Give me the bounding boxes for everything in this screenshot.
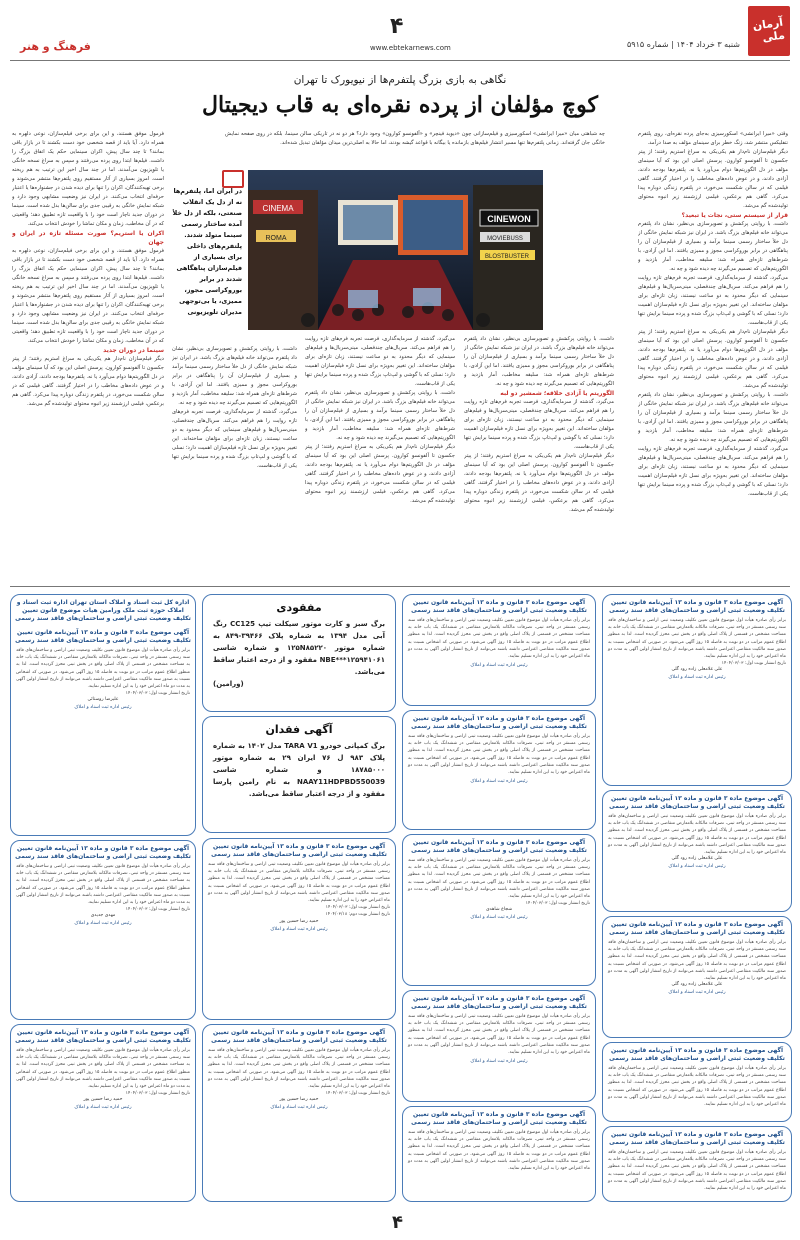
ad-title: آگهی موضوع ماده ۳ قانون و ماده ۱۳ آیین‌نامه قانون تعیین تکلیف وضعیت ثبتی اراضی و ساختمان‌های فاقد سند رسمی <box>609 1047 785 1062</box>
sign-blostbuster: BLOSTBUSTER <box>484 254 530 260</box>
ad-notice-2 <box>402 594 596 706</box>
ad-body: برابر رأی صادره هیأت اول موضوع قانون تعیین تکلیف وضعیت ثبتی اراضی و ساختمان‌های فاقد سند رسمی مستقر در واحد ثبتی، تصرفات مالکانه بلامعارض متقاضی در ششدانگ یک باب خانه به مساحت مشخص در قسمتی از پلاک اصلی واقع در بخش ثبتی محرز گردیده است. لذا به منظور اطلاع عموم مراتب در دو نوبت به فاصله ۱۵ روز آگهی می‌شود. در صورتی که اشخاص نسبت به صدور سند مالکیت متقاضی اعتراضی داشته باشند می‌توانند از تاریخ انتشار اولین آگهی به مدت دو ماه اعتراض خود را به این اداره تسلیم نمایند. <box>16 1048 190 1090</box>
ad-footer: رئیس اداره ثبت اسناد و املاک <box>668 675 726 681</box>
ad-date-1: تاریخ انتشار نوبت اول: ۱۴۰۴/۰۳/۰۳ <box>125 691 190 697</box>
col1-lead: وقتی «میرا ایرانشی» اسکورسیزی به‌جای پرده نقره‌ای، روی پلتفرم نتفلیکس منتشر شد، زنگ خطر برای سینمای مؤلف به صدا درآمد. <box>638 131 788 146</box>
col1-text-4: دیگر فیلم‌سازان نام‌دار هم یکی‌یکی به سراغ استریم رفتند؛ از پیتر جکسون تا آلفونسو کوارون. پرسش اصلی این بود که آیا سینمای مؤلف در دل الگوریتم‌ها دوام می‌آورد یا نه. پلتفرم‌ها بودجه دادند، آزادی دادند، و در عوض داده‌های مخاطب را در اختیار گرفتند. گاهی فیلمی که در سالن شکست می‌خورد، در پلتفرم زندگی دوباره پیدا می‌کرد. گاهی هم برعکس، فیلمی ارزشمند زیر انبوه محتوای تولیدشده گم می‌شد. <box>638 329 788 389</box>
ad-body: برابر رأی صادره هیأت اول موضوع قانون تعیین تکلیف وضعیت ثبتی اراضی و ساختمان‌های فاقد سند رسمی مستقر در واحد ثبتی، تصرفات مالکانه بلامعارض متقاضی در ششدانگ یک باب خانه به مساحت مشخص در قسمتی از پلاک اصلی واقع در بخش ثبتی محرز گردیده است. لذا به منظور اطلاع عموم مراتب در دو نوبت به فاصله ۱۵ روز آگهی می‌شود. در صورتی که اشخاص نسبت به صدور سند مالکیت متقاضی اعتراضی داشته باشند می‌توانند از تاریخ انتشار اولین آگهی به مدت دو ماه اعتراض خود را به این اداره تسلیم نمایند. <box>608 940 786 982</box>
sign-cinewon: CINEWON <box>487 214 531 224</box>
ad-date-1: تاریخ انتشار نوبت اول: ۱۴۰۴/۰۳/۰۳ <box>525 901 590 907</box>
ad-signer: شجاع شاهدی <box>485 907 513 913</box>
ad-footer: رئیس اداره ثبت اسناد و املاک <box>470 663 528 669</box>
ad-title: آگهی موضوع ماده ۳ قانون و ماده ۱۳ آیین‌نامه قانون تعیین تکلیف وضعیت ثبتی اراضی و ساختمان‌های فاقد سند رسمی <box>609 599 785 614</box>
ad-notice-8 <box>602 916 792 1038</box>
ad-footer: رئیس اداره ثبت اسناد و املاک <box>470 915 528 921</box>
subhead-2: الگوریتم یا آزادی خلاقه؛ شمشیر دو لبه <box>500 390 614 397</box>
ad-date-1: تاریخ انتشار نوبت اول: ۱۴۰۴/۰۳/۰۳ <box>325 905 390 911</box>
cinema-illustration <box>248 170 543 330</box>
ad-title: آگهی موضوع ماده ۳ قانون و ماده ۱۳ آیین‌نامه قانون تعیین تکلیف وضعیت ثبتی اراضی و ساختمان‌های فاقد سند رسمی <box>211 1029 387 1044</box>
sign-roma: ROMA <box>265 235 287 242</box>
ad-footer: رئیس اداره ثبت اسناد و املاک <box>74 705 132 711</box>
newspaper-logo <box>748 6 790 56</box>
ad-lost-2 <box>202 716 396 833</box>
ad-body: برابر رأی صادره هیأت اول موضوع قانون تعیین تکلیف وضعیت ثبتی اراضی و ساختمان‌های فاقد سند رسمی مستقر در واحد ثبتی، تصرفات مالکانه بلامعارض متقاضی در ششدانگ یک باب خانه به مساحت مشخص در قسمتی از پلاک اصلی واقع در بخش ثبتی محرز گردیده است. لذا به منظور اطلاع عموم مراتب در دو نوبت به فاصله ۱۵ روز آگهی می‌شود. در صورتی که اشخاص نسبت به صدور سند مالکیت متقاضی اعتراضی داشته باشند می‌توانند از تاریخ انتشار اولین آگهی به مدت دو ماه اعتراض خود را به این اداره تسلیم نمایند. <box>608 1150 786 1192</box>
ad-title: آگهی موضوع ماده ۳ قانون و ماده ۱۳ آیین‌نامه قانون تعیین تکلیف وضعیت ثبتی اراضی و ساختمان‌های فاقد سند رسمی <box>411 599 587 614</box>
issue-date: شنبه ۳ خرداد ۱۴۰۴ | شماره ۵۹۱۵ <box>627 40 740 49</box>
page-number: ۴ <box>390 14 404 39</box>
ad-signer: علی غلامعلی زاده رود گلی <box>671 667 723 673</box>
ad-body: برابر رأی صادره هیأت اول موضوع قانون تعیین تکلیف وضعیت ثبتی اراضی و ساختمان‌های فاقد سند رسمی مستقر در واحد ثبتی، تصرفات مالکانه بلامعارض متقاضی در ششدانگ یک باب خانه به مساحت مشخص در قسمتی از پلاک اصلی واقع در بخش ثبتی محرز گردیده است. لذا به منظور اطلاع عموم مراتب در دو نوبت به فاصله ۱۵ روز آگهی می‌شود. در صورتی که اشخاص نسبت به صدور سند مالکیت متقاضی اعتراضی داشته باشند می‌توانند از تاریخ انتشار اولین آگهی به مدت دو ماه اعتراض خود را به این اداره تسلیم نمایند. <box>408 618 590 660</box>
ad-title: آگهی موضوع ماده ۳ قانون و ماده ۱۳ آیین‌نامه قانون تعیین تکلیف وضعیت ثبتی اراضی و ساختمان‌های فاقد سند رسمی <box>609 795 785 810</box>
section-name: فرهنگ و هنر <box>20 40 91 53</box>
ad-notice-12 <box>602 1042 792 1122</box>
site-url: www.ebtekarnews.com <box>370 44 451 52</box>
ad-body: برابر رأی صادره هیأت اول موضوع قانون تعیین تکلیف وضعیت ثبتی اراضی و ساختمان‌های فاقد سند رسمی مستقر در واحد ثبتی، تصرفات مالکانه بلامعارض متقاضی در ششدانگ یک باب خانه به مساحت مشخص در قسمتی از پلاک اصلی واقع در بخش ثبتی محرز گردیده است. لذا به منظور اطلاع عموم مراتب در دو نوبت به فاصله ۱۵ روز آگهی می‌شود. در صورتی که اشخاص نسبت به صدور سند مالکیت متقاضی اعتراضی داشته باشند می‌توانند از تاریخ انتشار اولین آگهی به مدت دو ماه اعتراض خود را به این اداره تسلیم نمایند. <box>208 1048 390 1090</box>
ad-body: برابر رأی صادره هیأت اول موضوع قانون تعیین تکلیف وضعیت ثبتی اراضی و ساختمان‌های فاقد سند رسمی مستقر در واحد ثبتی، تصرفات مالکانه بلامعارض متقاضی در ششدانگ یک باب خانه به مساحت مشخص در قسمتی از پلاک اصلی واقع در بخش ثبتی محرز گردیده است. لذا به منظور اطلاع عموم مراتب در دو نوبت به فاصله ۱۵ روز آگهی می‌شود. در صورتی که اشخاص نسبت به صدور سند مالکیت متقاضی اعتراضی داشته باشند می‌توانند از تاریخ انتشار اولین آگهی به مدت دو ماه اعتراض خود را به این اداره تسلیم نمایند. <box>408 1014 590 1056</box>
ad-footer: رئیس اداره ثبت اسناد و املاک <box>74 921 132 927</box>
col3-text-2: داشت، با روایتی پرکشش و تصویرسازی بی‌نظیر، نشان داد پلتفرم می‌تواند خانه فیلم‌های بزرگ باشد. در ایران نیز شبکه نمایش خانگی از دل خلأ ساختار رسمی سینما برآمد و بسیاری از فیلم‌سازان آن را پناهگاهی در برابر بوروکراسی مجوز و ممیزی یافتند. اما این آزادی، با شرط‌های تازه‌ای همراه شد: سلیقه مخاطب، آمار بازدید و الگوریتم‌هایی که تصمیم می‌گیرند چه دیده شود و چه نه. <box>305 390 455 441</box>
col5-text-3: دیگر فیلم‌سازان نام‌دار هم یکی‌یکی به سراغ استریم رفتند؛ از پیتر جکسون تا آلفونسو کوارون. پرسش اصلی این بود که آیا سینمای مؤلف در دل الگوریتم‌ها دوام می‌آورد یا نه. پلتفرم‌ها بودجه دادند، آزادی دادند، و در عوض داده‌های مخاطب را در اختیار گرفتند. گاهی فیلمی که در سالن شکست می‌خورد، در پلتفرم زندگی دوباره پیدا می‌کرد. گاهی هم برعکس، فیلمی ارزشمند زیر انبوه محتوای تولیدشده گم می‌شد. <box>12 356 164 407</box>
ad-notice-5 <box>402 834 596 986</box>
ad-signer: حمید رضا حسین پور <box>83 1097 123 1103</box>
ad-lost-1 <box>202 594 396 712</box>
ad-footer: رئیس اداره ثبت اسناد و املاک <box>470 1059 528 1065</box>
ad-title: آگهی موضوع ماده ۳ قانون و ماده ۱۳ آیین‌نامه قانون تعیین تکلیف وضعیت ثبتی اراضی و ساختمان‌های فاقد سند رسمی <box>609 1131 785 1146</box>
sign-cinema: CINEMA <box>262 204 294 213</box>
ad-notice-3 <box>402 710 596 830</box>
ad-notice-11 <box>10 1024 196 1202</box>
col1-text-5: داشت، با روایتی پرکشش و تصویرسازی بی‌نظیر، نشان داد پلتفرم می‌تواند خانه فیلم‌های بزرگ باشد. در ایران نیز شبکه نمایش خانگی از دل خلأ ساختار رسمی سینما برآمد و بسیاری از فیلم‌سازان آن را پناهگاهی در برابر بوروکراسی مجوز و ممیزی یافتند. اما این آزادی، با شرط‌های تازه‌ای همراه شد: سلیقه مخاطب، آمار بازدید و الگوریتم‌هایی که تصمیم می‌گیرند چه دیده شود و چه نه. <box>638 392 788 443</box>
ad-footer: رئیس اداره ثبت اسناد و املاک <box>470 779 528 785</box>
ad-body: برابر رأی صادره هیأت اول موضوع قانون تعیین تکلیف وضعیت ثبتی اراضی و ساختمان‌های فاقد سند رسمی مستقر در واحد ثبتی، تصرفات مالکانه بلامعارض متقاضی در ششدانگ یک باب خانه به مساحت مشخص در قسمتی از پلاک اصلی واقع در بخش ثبتی محرز گردیده است. لذا به منظور اطلاع عموم مراتب در دو نوبت به فاصله ۱۵ روز آگهی می‌شود. در صورتی که اشخاص نسبت به صدور سند مالکیت متقاضی اعتراضی داشته باشند می‌توانند از تاریخ انتشار اولین آگهی به مدت دو ماه اعتراض خود را به این اداره تسلیم نمایند. <box>408 734 590 776</box>
ad-signer: حمید رضا حسین پور <box>279 1097 319 1103</box>
col5-text: فرمول موفق هستند، و این برای برخی فیلم‌سازان، نوعی دلهره به همراه دارد. آیا باید از قصه شخصی خود دست بکشند تا در بازار باقی بمانند؟ تا چند سال پیش، اکران سینمایی حکم یک اتفاق بزرگ را داشت. فیلم‌ها ابتدا روی پرده می‌رفتند و سپس به سراغ نسخه خانگی یا تلویزیون می‌آمدند. اما در چند سال اخیر این ترتیب به هم ریخته است. امروز بسیاری از آثار مستقیم روی پلتفرم‌ها منتشر می‌شوند و برخی تهیه‌کنندگان، اکران را تنها برای دیده شدن در جشنواره‌ها یا اعتبار حرفه‌ای انتخاب می‌کنند. در ایران نیز وضعیت مشابهی وجود دارد و شبکه نمایش خانگی به رقیبی جدی برای سالن‌ها بدل شده است. سینما در دوران جدید ناچار است خود را با واقعیت تازه تطبیق دهد؛ واقعیتی که در آن مخاطب، زمان و مکان تماشا را خودش انتخاب می‌کند. <box>12 131 164 227</box>
ad-body: برابر رأی صادره هیأت اول موضوع قانون تعیین تکلیف وضعیت ثبتی اراضی و ساختمان‌های فاقد سند رسمی مستقر در واحد ثبتی، تصرفات مالکانه بلامعارض متقاضی در ششدانگ یک باب خانه به مساحت مشخص در قسمتی از پلاک اصلی واقع در بخش ثبتی محرز گردیده است. لذا به منظور اطلاع عموم مراتب در دو نوبت به فاصله ۱۵ روز آگهی می‌شود. در صورتی که اشخاص نسبت به صدور سند مالکیت متقاضی اعتراضی داشته باشند می‌توانند از تاریخ انتشار اولین آگهی به مدت دو ماه اعتراض خود را به این اداره تسلیم نمایند. <box>16 864 190 906</box>
ad-title: آگهی موضوع ماده ۳ قانون و ماده ۱۳ آیین‌نامه قانون تعیین تکلیف وضعیت ثبتی اراضی و ساختمان‌های فاقد سند رسمی <box>411 1111 587 1126</box>
ad-office <box>10 594 196 836</box>
col1-text: دیگر فیلم‌سازان نام‌دار هم یکی‌یکی به سراغ استریم رفتند؛ از پیتر جکسون تا آلفونسو کوارون. پرسش اصلی این بود که آیا سینمای مؤلف در دل الگوریتم‌ها دوام می‌آورد یا نه. پلتفرم‌ها بودجه دادند، آزادی دادند، و در عوض داده‌های مخاطب را در اختیار گرفتند. گاهی فیلمی که در سالن شکست می‌خورد، در پلتفرم زندگی دوباره پیدا می‌کرد. گاهی هم برعکس، فیلمی ارزشمند زیر انبوه محتوای تولیدشده گم می‌شد. <box>638 149 788 209</box>
lost-title: مفقودی <box>276 601 322 614</box>
ad-body: برابر رأی صادره هیأت اول موضوع قانون تعیین تکلیف وضعیت ثبتی اراضی و ساختمان‌های فاقد سند رسمی مستقر در واحد ثبتی، تصرفات مالکانه بلامعارض متقاضی در ششدانگ یک باب خانه به مساحت مشخص در قسمتی از پلاک اصلی واقع در بخش ثبتی محرز گردیده است. لذا به منظور اطلاع عموم مراتب در دو نوبت به فاصله ۱۵ روز آگهی می‌شود. در صورتی که اشخاص نسبت به صدور سند مالکیت متقاضی اعتراضی داشته باشند می‌توانند از تاریخ انتشار اولین آگهی به مدت دو ماه اعتراض خود را به این اداره تسلیم نمایند. <box>408 858 590 900</box>
ad-title: آگهی موضوع ماده ۳ قانون و ماده ۱۳ آیین‌نامه قانون تعیین تکلیف وضعیت ثبتی اراضی و ساختمان‌های فاقد سند رسمی <box>15 845 191 860</box>
ad-date-2: تاریخ انتشار نوبت دوم: ۱۴۰۴/۰۳/۱۸ <box>325 912 390 918</box>
ad-body: برابر رأی صادره هیأت اول موضوع قانون تعیین تکلیف وضعیت ثبتی اراضی و ساختمان‌های فاقد سند رسمی مستقر در واحد ثبتی، تصرفات مالکانه بلامعارض متقاضی در ششدانگ یک باب خانه به مساحت مشخص در قسمتی از پلاک اصلی واقع در بخش ثبتی محرز گردیده است. لذا به منظور اطلاع عموم مراتب در دو نوبت به فاصله ۱۵ روز آگهی می‌شود. در صورتی که اشخاص نسبت به صدور سند مالکیت متقاضی اعتراضی داشته باشند می‌توانند از تاریخ انتشار اولین آگهی به مدت دو ماه اعتراض خود را به این اداره تسلیم نمایند. <box>208 862 390 904</box>
ad-footer: رئیس اداره ثبت اسناد و املاک <box>74 1105 132 1111</box>
ad-title: آگهی موضوع ماده ۳ قانون و ماده ۱۳ آیین‌نامه قانون تعیین تکلیف وضعیت ثبتی اراضی و ساختمان‌های فاقد سند رسمی <box>411 839 587 854</box>
subhead-4: سینما در دوران جدید <box>103 347 164 354</box>
ad-footer: رئیس اداره ثبت اسناد و املاک <box>270 926 328 932</box>
article-column-3 <box>305 335 455 580</box>
ad-notice-9 <box>402 990 596 1102</box>
ad-signer: علیرضا روستائی <box>87 697 119 703</box>
office-title: اداره کل ثبت اسناد و املاک استان تهران اداره ثبت اسناد و املاک حوزه ثبت ملک ورامین هیات موضوع قانون تعیین تکلیف وضعیت ثبتی اراضی و ساختمان‌های فاقد سند رسمی <box>15 599 191 622</box>
sign-moviebuss: MOVIEBUSS <box>487 236 523 242</box>
article-photo <box>248 170 543 330</box>
article-headline: کوچ مؤلفان از پرده نقره‌ای به قاب دیجیتال <box>202 92 598 118</box>
ad-signer: علی غلامعلی زاده رود گلی <box>671 982 723 988</box>
article-column-2 <box>464 335 614 580</box>
col4-text: داشت، با روایتی پرکشش و تصویرسازی بی‌نظیر، نشان داد پلتفرم می‌تواند خانه فیلم‌های بزرگ باشد. در ایران نیز شبکه نمایش خانگی از دل خلأ ساختار رسمی سینما برآمد و بسیاری از فیلم‌سازان آن را پناهگاهی در برابر بوروکراسی مجوز و ممیزی یافتند. اما این آزادی، با شرط‌های تازه‌ای همراه شد: سلیقه مخاطب، آمار بازدید و الگوریتم‌هایی که تصمیم می‌گیرند چه دیده شود و چه نه. <box>172 346 297 406</box>
ad-body: برابر رأی صادره هیأت اول موضوع قانون تعیین تکلیف وضعیت ثبتی اراضی و ساختمان‌های فاقد سند رسمی مستقر در واحد ثبتی، تصرفات مالکانه بلامعارض متقاضی در ششدانگ یک باب خانه به مساحت مشخص در قسمتی از پلاک اصلی واقع در بخش ثبتی محرز گردیده است. لذا به منظور اطلاع عموم مراتب در دو نوبت به فاصله ۱۵ روز آگهی می‌شود. در صورتی که اشخاص نسبت به صدور سند مالکیت متقاضی اعتراضی داشته باشند می‌توانند از تاریخ انتشار اولین آگهی به مدت دو ماه اعتراض خود را به این اداره تسلیم نمایند. <box>608 618 786 660</box>
article-kicker: نگاهی به بازی بزرگ پلتفرم‌ها از نیویورک تا تهران <box>293 74 507 86</box>
col2-text-3: دیگر فیلم‌سازان نام‌دار هم یکی‌یکی به سراغ استریم رفتند؛ از پیتر جکسون تا آلفونسو کوارون. پرسش اصلی این بود که آیا سینمای مؤلف در دل الگوریتم‌ها دوام می‌آورد یا نه. پلتفرم‌ها بودجه دادند، آزادی دادند، و در عوض داده‌های مخاطب را در اختیار گرفتند. گاهی فیلمی که در سالن شکست می‌خورد، در پلتفرم زندگی دوباره پیدا می‌کرد. گاهی هم برعکس، فیلمی ارزشمند زیر انبوه محتوای تولیدشده گم می‌شد. <box>464 453 614 513</box>
ad-body: برابر رأی صادره هیأت اول موضوع قانون تعیین تکلیف وضعیت ثبتی اراضی و ساختمان‌های فاقد سند رسمی مستقر در واحد ثبتی، تصرفات مالکانه بلامعارض متقاضی در ششدانگ یک باب خانه به مساحت مشخص در قسمتی از پلاک اصلی واقع در بخش ثبتی محرز گردیده است. لذا به منظور اطلاع عموم مراتب در دو نوبت به فاصله ۱۵ روز آگهی می‌شود. در صورتی که اشخاص نسبت به صدور سند مالکیت متقاضی اعتراضی داشته باشند می‌توانند از تاریخ انتشار اولین آگهی به مدت دو ماه اعتراض خود را به این اداره تسلیم نمایند. <box>16 648 190 690</box>
lost-city: (ورامین) <box>213 680 244 688</box>
lost-body: برگ کمپانی خودرو TARA V1 مدل ۱۴۰۲ به شماره پلاک ۹۸۳ ل ۷۶ ایران ۲۹ به شماره موتور ۱۸۷۸۵۰۰۰ و شماره شاسی NAAY11HDPBD550039 به نام رامین پارسا مفقود و از درجه اعتبار ساقط می‌باشد. <box>213 742 386 798</box>
article-lead: چه شباهتی میان «میرا ایرانشی» اسکورسیزی و فیلم‌سازانی چون «دیوید فینچر» و «آلفونسو کوارون» وجود دارد؟ هر دو نه در تاریکی سالن سینما، بلکه در روی صفحه نمایش خانگی جان گرفته‌اند. زمانی پلتفرم‌ها تنها مسیر انتشار فیلم‌های بازمانده یا بیگانه با قواعد گیشه بودند، اما حالا به اصلی‌ترین میدان مؤلفان تبدیل شده‌اند. <box>225 131 605 146</box>
logo-text: آرمان ملی <box>751 15 786 45</box>
col1-text-2: داشت، با روایتی پرکشش و تصویرسازی بی‌نظیر، نشان داد پلتفرم می‌تواند خانه فیلم‌های بزرگ باشد. در ایران نیز شبکه نمایش خانگی از دل خلأ ساختار رسمی سینما برآمد و بسیاری از فیلم‌سازان آن را پناهگاهی در برابر بوروکراسی مجوز و ممیزی یافتند. اما این آزادی، با شرط‌های تازه‌ای همراه شد: سلیقه مخاطب، آمار بازدید و الگوریتم‌هایی که تصمیم می‌گیرند چه دیده شود و چه نه. <box>638 221 788 272</box>
ad-signer: حمید رضا حسین پور <box>279 918 319 924</box>
ad-notice-6 <box>202 838 396 1020</box>
lost-body: برگ سبز و کارت موتور سیکلت تیپ CC125 رنگ آبی مدل ۱۳۹۴ به شماره پلاک ۳۹۴۶۶-۸۴۹ به شماره موتور ۱۲۵N۸۵۲۲۰ و شماره شاسی NBE***۱۲۵۹۴۱۰۶۱ مفقود و از درجه اعتبار ساقط می‌باشد. <box>213 620 386 676</box>
lost-title: آگهی فقدان <box>265 723 333 736</box>
ad-title: آگهی موضوع ماده ۳ قانون و ماده ۱۳ آیین‌نامه قانون تعیین تکلیف وضعیت ثبتی اراضی و ساختمان‌های فاقد سند رسمی <box>211 843 387 858</box>
col1-text-3: می‌گیرد، گذشته از سرمایه‌گذاری، فرصت تجربه فرم‌های تازه روایت را هم فراهم می‌کند. سریال‌های چندفصلی، مینی‌سریال‌ها و فیلم‌های سینمایی که دیگر محدود به دو ساعت نیستند، زبان تازه‌ای برای مؤلفان ساخته‌اند. این تغییر به‌ویژه برای نسل تازه فیلم‌سازان اهمیت دارد؛ نسلی که با گوشی و لپ‌تاپ بزرگ شده و پرده سینما برایش تنها یکی از قاب‌هاست. <box>638 275 788 326</box>
page-header <box>0 0 800 60</box>
ad-notice-13 <box>602 1126 792 1202</box>
ad-notice-14 <box>402 1106 596 1202</box>
subhead-3: اکران یا استریم؟ صورت مسئله تازه در ایران و جهان <box>12 230 164 246</box>
photo-caption: در ایران اما، پلتفرم‌ها نه از دل یک انقلاب صنعتی، بلکه از دل خلأ آمده ساختار رسمی سینما متولد شدند. پلتفرم‌های داخلی برای بسیاری از فیلم‌سازان پناهگاهی شدند در برابر بوروکراسی مجوز، ممیزی، یا بی‌توجهی مدیران تلویزیونی <box>172 187 242 316</box>
bottom-page-number: ۴ <box>392 1212 403 1233</box>
ad-signer: مهدی جدیدی <box>90 913 116 919</box>
col4-text-2: می‌گیرد، گذشته از سرمایه‌گذاری، فرصت تجربه فرم‌های تازه روایت را هم فراهم می‌کند. سریال‌های چندفصلی، مینی‌سریال‌ها و فیلم‌های سینمایی که دیگر محدود به دو ساعت نیستند، زبان تازه‌ای برای مؤلفان ساخته‌اند. این تغییر به‌ویژه برای نسل تازه فیلم‌سازان اهمیت دارد؛ نسلی که با گوشی و لپ‌تاپ بزرگ شده و پرده سینما برایش تنها یکی از قاب‌هاست. <box>172 409 297 469</box>
ad-date-1: تاریخ انتشار نوبت اول: ۱۴۰۴/۰۳/۰۳ <box>125 907 190 913</box>
ad-footer: رئیس اداره ثبت اسناد و املاک <box>668 864 726 870</box>
ad-date-1: تاریخ انتشار نوبت اول: ۱۴۰۴/۰۳/۰۳ <box>721 661 786 667</box>
ad-footer: رئیس اداره ثبت اسناد و املاک <box>668 990 726 996</box>
ad-title: آگهی موضوع ماده ۳ قانون و ماده ۱۳ آیین‌نامه قانون تعیین تکلیف وضعیت ثبتی اراضی و ساختمان‌های فاقد سند رسمی <box>609 921 785 936</box>
article-column-4 <box>172 345 297 580</box>
ad-footer: رئیس اداره ثبت اسناد و املاک <box>270 1105 328 1111</box>
ad-body: برابر رأی صادره هیأت اول موضوع قانون تعیین تکلیف وضعیت ثبتی اراضی و ساختمان‌های فاقد سند رسمی مستقر در واحد ثبتی، تصرفات مالکانه بلامعارض متقاضی در ششدانگ یک باب خانه به مساحت مشخص در قسمتی از پلاک اصلی واقع در بخش ثبتی محرز گردیده است. لذا به منظور اطلاع عموم مراتب در دو نوبت به فاصله ۱۵ روز آگهی می‌شود. در صورتی که اشخاص نسبت به صدور سند مالکیت متقاضی اعتراضی داشته باشند می‌توانند از تاریخ انتشار اولین آگهی به مدت دو ماه اعتراض خود را به این اداره تسلیم نمایند. <box>608 1066 786 1108</box>
ad-date-1: تاریخ انتشار نوبت اول: ۱۴۰۴/۰۳/۰۳ <box>325 1091 390 1097</box>
ad-notice-4 <box>602 790 792 912</box>
col2-text: داشت، با روایتی پرکشش و تصویرسازی بی‌نظیر، نشان داد پلتفرم می‌تواند خانه فیلم‌های بزرگ باشد. در ایران نیز شبکه نمایش خانگی از دل خلأ ساختار رسمی سینما برآمد و بسیاری از فیلم‌سازان آن را پناهگاهی در برابر بوروکراسی مجوز و ممیزی یافتند. اما این آزادی، با شرط‌های تازه‌ای همراه شد: سلیقه مخاطب، آمار بازدید و الگوریتم‌هایی که تصمیم می‌گیرند چه دیده شود و چه نه. <box>464 336 614 387</box>
ad-title: آگهی موضوع ماده ۳ قانون و ماده ۱۳ آیین‌نامه قانون تعیین تکلیف وضعیت ثبتی اراضی و ساختمان‌های فاقد سند رسمی <box>411 995 587 1010</box>
col5-text-2: فرمول موفق هستند، و این برای برخی فیلم‌سازان، نوعی دلهره به همراه دارد. آیا باید از قصه شخصی خود دست بکشند تا در بازار باقی بمانند؟ تا چند سال پیش، اکران سینمایی حکم یک اتفاق بزرگ را داشت. فیلم‌ها ابتدا روی پرده می‌رفتند و سپس به سراغ نسخه خانگی یا تلویزیون می‌آمدند. اما در چند سال اخیر این ترتیب به هم ریخته است. امروز بسیاری از آثار مستقیم روی پلتفرم‌ها منتشر می‌شوند و برخی تهیه‌کنندگان، اکران را تنها برای دیده شدن در جشنواره‌ها یا اعتبار حرفه‌ای انتخاب می‌کنند. در ایران نیز وضعیت مشابهی وجود دارد و شبکه نمایش خانگی به رقیبی جدی برای سالن‌ها بدل شده است. سینما در دوران جدید ناچار است خود را با واقعیت تازه تطبیق دهد؛ واقعیتی که در آن مخاطب، زمان و مکان تماشا را خودش انتخاب می‌کند. <box>12 248 164 344</box>
header-divider <box>10 60 790 61</box>
ad-notice-1 <box>602 594 792 786</box>
ad-title: آگهی موضوع ماده ۳ قانون و ماده ۱۳ آیین‌نامه قانون تعیین تکلیف وضعیت ثبتی اراضی و ساختمان‌های فاقد سند رسمی <box>15 1029 191 1044</box>
col2-text-2: می‌گیرد، گذشته از سرمایه‌گذاری، فرصت تجربه فرم‌های تازه روایت را هم فراهم می‌کند. سریال‌های چندفصلی، مینی‌سریال‌ها و فیلم‌های سینمایی که دیگر محدود به دو ساعت نیستند، زبان تازه‌ای برای مؤلفان ساخته‌اند. این تغییر به‌ویژه برای نسل تازه فیلم‌سازان اهمیت دارد؛ نسلی که با گوشی و لپ‌تاپ بزرگ شده و پرده سینما برایش تنها یکی از قاب‌هاست. <box>464 399 614 450</box>
ad-notice-10 <box>202 1024 396 1202</box>
ad-title: آگهی موضوع ماده ۳ قانون و ماده ۱۳ آیین‌نامه قانون تعیین تکلیف وضعیت ثبتی اراضی و ساختمان‌های فاقد سند رسمی <box>411 715 587 730</box>
ad-signer: علی غلامعلی زاده رود گلی <box>671 856 723 862</box>
col3-text-3: دیگر فیلم‌سازان نام‌دار هم یکی‌یکی به سراغ استریم رفتند؛ از پیتر جکسون تا آلفونسو کوارون. پرسش اصلی این بود که آیا سینمای مؤلف در دل الگوریتم‌ها دوام می‌آورد یا نه. پلتفرم‌ها بودجه دادند، آزادی دادند، و در عوض داده‌های مخاطب را در اختیار گرفتند. گاهی فیلمی که در سالن شکست می‌خورد، در پلتفرم زندگی دوباره پیدا می‌کرد. گاهی هم برعکس، فیلمی ارزشمند زیر انبوه محتوای تولیدشده گم می‌شد. <box>305 444 455 504</box>
ad-notice-7 <box>10 840 196 1020</box>
article-column-5 <box>12 130 164 580</box>
ads-divider <box>10 586 790 587</box>
col1-text-6: می‌گیرد، گذشته از سرمایه‌گذاری، فرصت تجربه فرم‌های تازه روایت را هم فراهم می‌کند. سریال‌های چندفصلی، مینی‌سریال‌ها و فیلم‌های سینمایی که دیگر محدود به دو ساعت نیستند، زبان تازه‌ای برای مؤلفان ساخته‌اند. این تغییر به‌ویژه برای نسل تازه فیلم‌سازان اهمیت دارد؛ نسلی که با گوشی و لپ‌تاپ بزرگ شده و پرده سینما برایش تنها یکی از قاب‌هاست. <box>638 446 788 497</box>
ad-title: آگهی موضوع ماده ۳ قانون و ماده ۱۳ آیین‌نامه قانون تعیین تکلیف وضعیت ثبتی اراضی و ساختمان‌های فاقد سند رسمی <box>15 629 191 644</box>
col3-text: می‌گیرد، گذشته از سرمایه‌گذاری، فرصت تجربه فرم‌های تازه روایت را هم فراهم می‌کند. سریال‌های چندفصلی، مینی‌سریال‌ها و فیلم‌های سینمایی که دیگر محدود به دو ساعت نیستند، زبان تازه‌ای برای مؤلفان ساخته‌اند. این تغییر به‌ویژه برای نسل تازه فیلم‌سازان اهمیت دارد؛ نسلی که با گوشی و لپ‌تاپ بزرگ شده و پرده سینما برایش تنها یکی از قاب‌هاست. <box>305 336 455 387</box>
ad-body: برابر رأی صادره هیأت اول موضوع قانون تعیین تکلیف وضعیت ثبتی اراضی و ساختمان‌های فاقد سند رسمی مستقر در واحد ثبتی، تصرفات مالکانه بلامعارض متقاضی در ششدانگ یک باب خانه به مساحت مشخص در قسمتی از پلاک اصلی واقع در بخش ثبتی محرز گردیده است. لذا به منظور اطلاع عموم مراتب در دو نوبت به فاصله ۱۵ روز آگهی می‌شود. در صورتی که اشخاص نسبت به صدور سند مالکیت متقاضی اعتراضی داشته باشند می‌توانند از تاریخ انتشار اولین آگهی به مدت دو ماه اعتراض خود را به این اداره تسلیم نمایند. <box>608 814 786 856</box>
subhead-1: قرار از سیستم ستی، نجات یا تبعید؟ <box>681 212 788 219</box>
ad-body: برابر رأی صادره هیأت اول موضوع قانون تعیین تکلیف وضعیت ثبتی اراضی و ساختمان‌های فاقد سند رسمی مستقر در واحد ثبتی، تصرفات مالکانه بلامعارض متقاضی در ششدانگ یک باب خانه به مساحت مشخص در قسمتی از پلاک اصلی واقع در بخش ثبتی محرز گردیده است. لذا به منظور اطلاع عموم مراتب در دو نوبت به فاصله ۱۵ روز آگهی می‌شود. در صورتی که اشخاص نسبت به صدور سند مالکیت متقاضی اعتراضی داشته باشند می‌توانند از تاریخ انتشار اولین آگهی به مدت دو ماه اعتراض خود را به این اداره تسلیم نمایند. <box>408 1130 590 1172</box>
ad-date-1: تاریخ انتشار نوبت اول: ۱۴۰۴/۰۳/۰۳ <box>125 1091 190 1097</box>
